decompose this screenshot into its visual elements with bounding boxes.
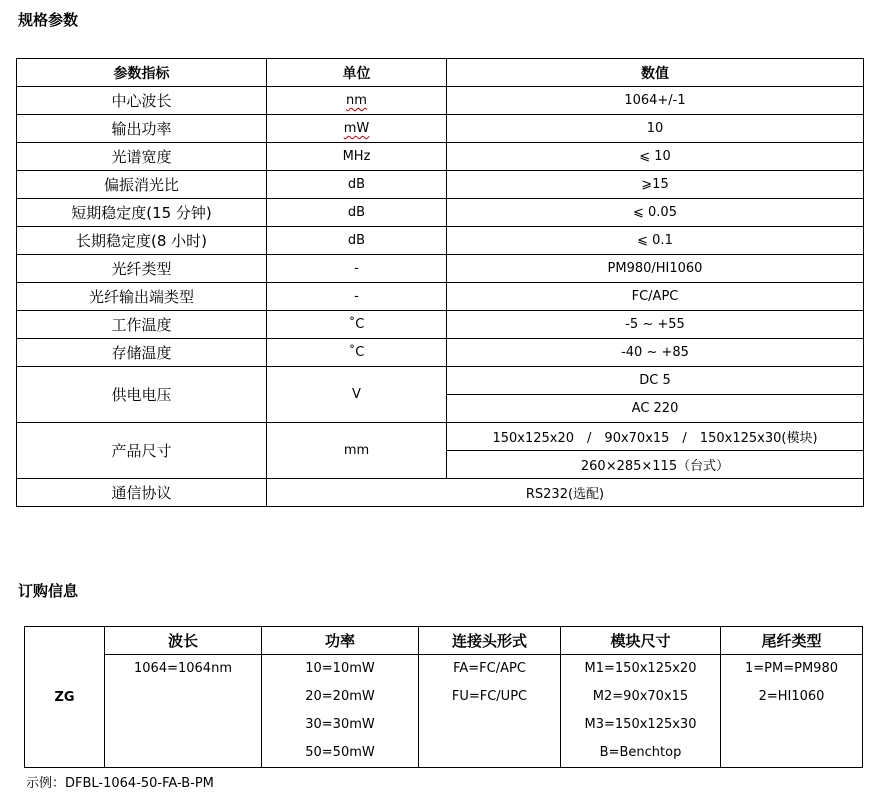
spec-param: 通信协议 [17,479,267,507]
spec-row [17,87,864,115]
spec-param: 光纤输出端类型 [17,283,267,311]
param-header: 参数指标 [17,59,267,87]
order-option: 10=10mW [305,661,375,676]
order-table [24,626,863,768]
spec-param: 长期稳定度(8 小时) [17,227,267,255]
spec-unit: - [267,283,447,311]
order-wavelength-options [105,655,262,768]
order-option: 50=50mW [305,745,375,760]
spec-row [17,227,864,255]
order-option: M2=90x70x15 [592,689,689,704]
spec-value: 150x125x20 / 90x70x15 / 150x125x30(模块) [447,423,864,451]
value-header: 数值 [447,59,864,87]
spec-unit: V [267,367,447,423]
spec-value: AC 220 [447,395,864,423]
spec-row-comm [17,479,864,507]
spec-param: 存储温度 [17,339,267,367]
spec-unit: - [267,255,447,283]
spec-value: 1064+/-1 [447,87,864,115]
order-power-options [262,655,419,768]
spec-unit: nm [267,87,447,115]
order-option: FA=FC/APC [453,661,526,676]
spec-unit: ˚C [267,311,447,339]
spec-param: 光纤类型 [17,255,267,283]
order-header-power: 功率 [262,627,419,655]
spec-value: RS232(选配) [267,479,864,507]
order-option: 1=PM=PM980 [745,661,838,676]
order-header-connector: 连接头形式 [419,627,561,655]
spec-unit: mW [267,115,447,143]
spec-param: 光谱宽度 [17,143,267,171]
order-option: 20=20mW [305,689,375,704]
order-header-fiber: 尾纤类型 [721,627,863,655]
spec-unit: MHz [267,143,447,171]
spec-row [17,311,864,339]
order-header-wavelength: 波长 [105,627,262,655]
order-option: 2=HI1060 [758,689,825,704]
spec-unit: dB [267,171,447,199]
order-option: B=Benchtop [599,745,682,760]
spec-param: 偏振消光比 [17,171,267,199]
order-options-row [25,655,863,768]
spec-row [17,171,864,199]
spec-value: DC 5 [447,367,864,395]
spec-value: 10 [447,115,864,143]
spec-value: ⩾15 [447,171,864,199]
order-option: 30=30mW [305,717,375,732]
spec-row [17,143,864,171]
order-option: M3=150x125x30 [584,717,697,732]
spec-row [17,339,864,367]
order-option: M1=150x125x20 [584,661,697,676]
spec-row-size [17,423,864,451]
order-option: FU=FC/UPC [451,689,528,704]
spec-value: ⩽ 0.05 [447,199,864,227]
spec-table [16,58,864,507]
spec-row [17,283,864,311]
spec-param: 产品尺寸 [17,423,267,479]
order-section-title: 订购信息 [18,582,79,600]
order-example: 示例：DFBL-1064-50-FA-B-PM [26,776,214,791]
spec-unit: ˚C [267,339,447,367]
spec-unit: mm [267,423,447,479]
spec-value: ⩽ 10 [447,143,864,171]
spec-row-power [17,367,864,395]
spec-row [17,115,864,143]
spec-header-row [17,59,864,87]
spec-param: 工作温度 [17,311,267,339]
order-header-row [25,627,863,655]
order-header-module: 模块尺寸 [561,627,721,655]
unit-header: 单位 [267,59,447,87]
spec-value: -5 ~ +55 [447,311,864,339]
spec-section-title: 规格参数 [18,11,79,29]
spec-value: PM980/HI1060 [447,255,864,283]
order-prefix: ZG [25,627,105,768]
spec-param: 输出功率 [17,115,267,143]
spec-value: FC/APC [447,283,864,311]
order-connector-options [419,655,561,768]
spec-value: -40 ~ +85 [447,339,864,367]
spec-value: 260×285×115（台式） [447,451,864,479]
spec-row [17,199,864,227]
spec-param: 供电电压 [17,367,267,423]
spec-unit: dB [267,227,447,255]
order-fiber-options [721,655,863,768]
spec-unit: dB [267,199,447,227]
spec-row [17,255,864,283]
spec-param: 短期稳定度(15 分钟) [17,199,267,227]
order-module-options [561,655,721,768]
spec-param: 中心波长 [17,87,267,115]
spec-value: ⩽ 0.1 [447,227,864,255]
order-option: 1064=1064nm [134,661,232,676]
